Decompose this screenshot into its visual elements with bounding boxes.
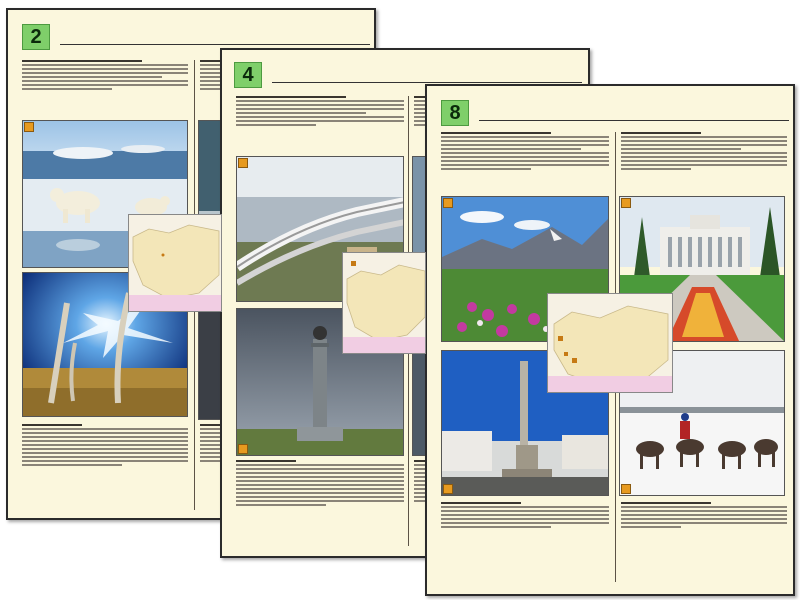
photo-marker-tag	[621, 484, 631, 494]
photo-marker-tag	[238, 158, 248, 168]
caption-left	[22, 424, 188, 468]
photo-marker-tag	[443, 198, 453, 208]
page-title-bar	[60, 32, 370, 45]
map-inset-russia	[128, 214, 222, 312]
intro-text-block	[236, 96, 404, 128]
page-number-badge: 4	[234, 62, 262, 88]
photo-marker-tag	[443, 484, 453, 494]
photo-marker-tag	[24, 122, 34, 132]
map-inset-russia	[547, 293, 673, 393]
caption-right	[621, 502, 787, 530]
map-inset-russia	[342, 252, 426, 354]
page-title-bar	[479, 108, 789, 121]
caption-left	[441, 502, 609, 530]
page-number-badge: 2	[22, 24, 50, 50]
page-title-bar	[272, 70, 582, 83]
intro-text-block	[441, 132, 609, 172]
intro-text-block	[22, 60, 188, 92]
photo-marker-tag	[621, 198, 631, 208]
caption-left	[236, 460, 404, 508]
page-number-badge: 8	[441, 100, 469, 126]
photo-marker-tag	[238, 444, 248, 454]
side-text-block	[621, 132, 787, 172]
